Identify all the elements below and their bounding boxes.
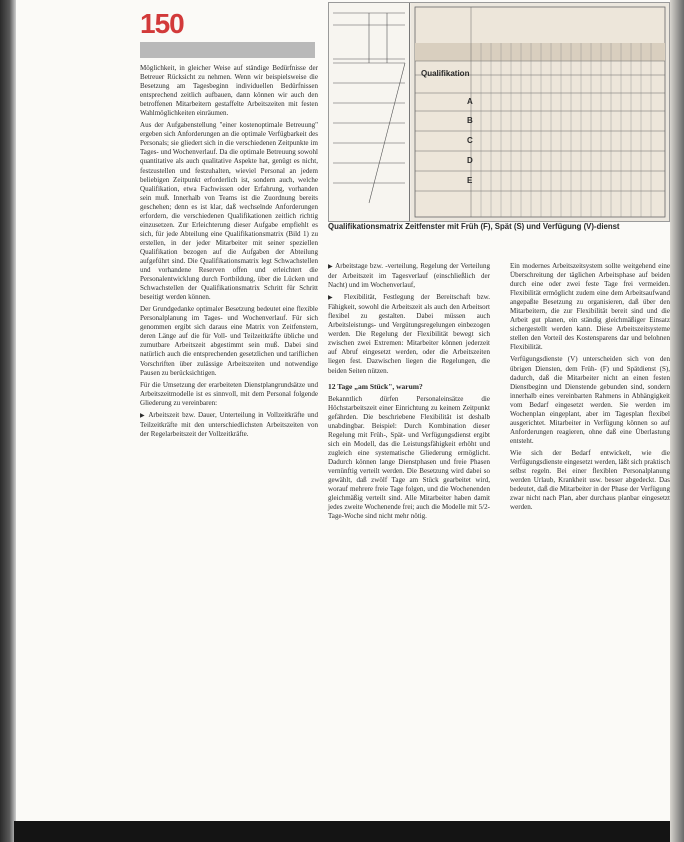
figure-row-label-b: B [467, 116, 473, 125]
col3-paragraph-1: Ein modernes Arbeitszeitsystem sollte weitgehend eine Überschreitung der täglichen Arbeitsphase auf beiden durch eine oder zwei feste Tage frei vermeiden. Flexibilität ermöglicht zudem eine dem Arbeitsaufwand angepaßte Besetzung zu organisieren, daß über den Mitarbeitern, die zur Flexibilität bereit sind und die Arbeit gut planen, ein ständig gleichmäßiger Einsatz sichergestellt werden kann. Diese Arbeitszeitsysteme stellen den Vorteil des Kostensparens dar und belohnen Flexibilität. [510, 262, 670, 352]
figure-left-grid [329, 3, 409, 221]
col3-paragraph-2: Verfügungsdienste (V) unterscheiden sich von den übrigen Diensten, dem Früh- (F) und Spätdienst (S), dadurch, daß die Mitarbeiter nicht an einen festen Dienstbeginn und Dienstende gebunden sind, sondern innerhalb eines vereinbarten Rahmens in Abhängigkeit vom Bedarf eingesetzt werden. Sie werden im Wochenplan eingeplant, aber im Tagesplan flexibel ausgerichtet. Mitarbeiter in Verfügung können so auf Anforderungen reagieren, ohne daß eine Überlastung entsteht. [510, 355, 670, 445]
col1-paragraph-2: Aus der Aufgabenstellung "einer kostenoptimale Betreuung" ergeben sich Anforderungen an die optimale Verfügbarkeit des Personals; sie gliedert sich in die verschiedenen Zeitpunkte im Tages- und Wochenverlauf. Da die optimale Betreuung sowohl quantitative als auch qualitative Aspekte hat, genügt es nicht, festzustellen und festzuhalten, wieviel Personal an jedem beliebigen Zeitpunkt erforderlich ist, sondern auch, welche Qualifikation, etwa Fachwissen oder Erfahrung, vorhanden sein muß. Innerhalb von Teams ist die Zuordnung bereits geschehen; denn es ist klar, daß wechselnde Anforderungen erfordern, die verschiedenen Qualifikationen zeitlich richtig einzusetzen. Zur Erleichterung dieser Aufgabe empfiehlt es sich, für jede Abteilung eine Qualifikationsmatrix (Bild 1) zu erstellen, in der jeder Mitarbeiter mit seiner speziellen Qualifikation bezogen auf die Aufgaben der Abteilung aufgeführt sind. Die Qualifikationsmatrix legt Schwachstellen und vorhandene Reserven offen und erleichtert die Personalentwicklung durch Fortbildung, über die Lücken und Schwachstellen der Qualifikationsmatrix Schritt für Schritt beseitigt werden können. [140, 121, 318, 302]
figure-row-label-a: A [467, 97, 473, 106]
col2-paragraph-1: Bekanntlich dürfen Personaleinsätze die Höchstarbeitszeit einer Einrichtung zu keinem Zeitpunkt gefährden. Die beschriebene Flexibilität ist deshalb unabdingbar. Beispiel: Durch Kombination dieser Regelung mit Früh-, Spät- und Verfügungsdienst ergibt sich ein Modell, das die Leistungsfähigkeit erhöht und zugleich eine systematische Gliederung ermöglicht. Dadurch können lange Dienstphasen und freie Phasen vernünftig verteilt werden. Die Besetzung wird dabei so gewählt, daß zwölf Tage am Stück gearbeitet wird, worauf mehrere freie Tage folgen, und die Wochenenden gleichmäßig verteilt sind. Alle Mitarbeiter haben damit jedes zweite Wochenende frei; auch die Modelle mit 5/2-Tage-Woche sind nicht mehr nötig. [328, 394, 490, 521]
col1-paragraph-4: Für die Umsetzung der erarbeiteten Dienstplangrundsätze und Arbeitszeitmodelle ist es sinnvoll, mit dem Personal folgende Gliederung zu vereinbaren: [140, 380, 318, 407]
text-column-1 [140, 64, 318, 442]
col3-paragraph-3: Wie sich der Bedarf entwickelt, wie die Verfügungsdienste eingesetzt werden, läßt sich praktisch selbst regeln. Bei einer flexiblen Personalplanung werden Urlaub, Krankheit usw. besser abgedeckt. Das bedeutet, daß die Mitarbeiter in der Phase der Verfügung zwar nicht nach Plan, aber durchaus planbar eingesetzt werden. [510, 448, 670, 512]
col1-paragraph-3: Der Grundgedanke optimaler Besetzung bedeutet eine flexible Personalplanung im Tages- und Wochenverlauf. Für sich genommen ergibt sich daraus eine Matrix von Zeitfenstern, deren Länge auf die für Voll- und Teilzeitkräfte übliche und zumutbare Arbeitszeit abgestimmt sein muß. Dabei sind natürlich auch die entsprechenden gesetzlichen und tariflichen Vorschriften über zulässige Arbeitszeiten und notwendige Pausen zu berücksichtigen. [140, 305, 318, 377]
figure-row-label-c: C [467, 136, 473, 145]
figure-left-panel [329, 3, 410, 221]
col2-heading: 12 Tage „am Stück", warum? [328, 381, 423, 391]
text-column-3 [510, 262, 670, 515]
title-bar [140, 42, 315, 58]
col1-paragraph-1: Möglichkeit, in gleicher Weise auf ständige Bedürfnisse der Betreuer Rücksicht zu nehmen. Wenn wir beispielsweise die Besetzung am Tagesbeginn individuellen Bedürfnissen entsprechend zeitlich aufbauen, dann können wir auch den betroffenen Mitarbeitern gestaffelte Arbeitszeiten mit festen Wahlmöglichkeiten einräumen. [140, 64, 318, 118]
scan-bottom-border [14, 821, 670, 842]
text-column-2 [328, 262, 490, 524]
page-binding-shadow [0, 0, 16, 842]
figure-caption: Qualifikationsmatrix Zeitfenster mit Früh (F), Spät (S) und Verfügung (V)-dienst [328, 222, 620, 231]
figure-matrix-panel [411, 3, 669, 221]
figure-matrix-grid [411, 3, 669, 221]
figure-row-label-e: E [467, 176, 473, 185]
page-number: 150 [140, 8, 184, 39]
figure-header-label: Qualifikation [421, 69, 470, 78]
col2-bullet-1: ▶ Arbeitstage bzw. -verteilung, Regelung der Verteilung der Arbeitszeit im Tagesverlauf (einschließlich der Nacht) und im Wochenverlauf, [328, 262, 490, 290]
qualification-matrix-figure [328, 2, 670, 222]
col2-bullet-2: ▶ Flexibilität, Festlegung der Bereitschaft bzw. Fähigkeit, sowohl die Arbeitszeit als auch den Arbeitsort flexibel zu gestalten. Dabei müssen auch Arbeitsleistungs- und Vergütungsregelungen einbezogen werden. Die Regelung der Flexibilität bewegt sich zwischen zwei Extremen: Mitarbeiter können jederzeit auf Abruf eingesetzt werden, oder die Arbeitszeiten liegen fest. Dazwischen liegen die Regelungen, die beiden Seiten nützen. [328, 293, 490, 375]
page-edge-shadow [670, 0, 684, 842]
figure-row-label-d: D [467, 156, 473, 165]
col1-bullet-1: ▶ Arbeitszeit bzw. Dauer, Unterteilung in Vollzeitkräfte und Teilzeitkräfte mit den unterschiedlichsten Arbeitszeiten von der Regelarbeitszeit der Vollzeitkräfte. [140, 411, 318, 439]
